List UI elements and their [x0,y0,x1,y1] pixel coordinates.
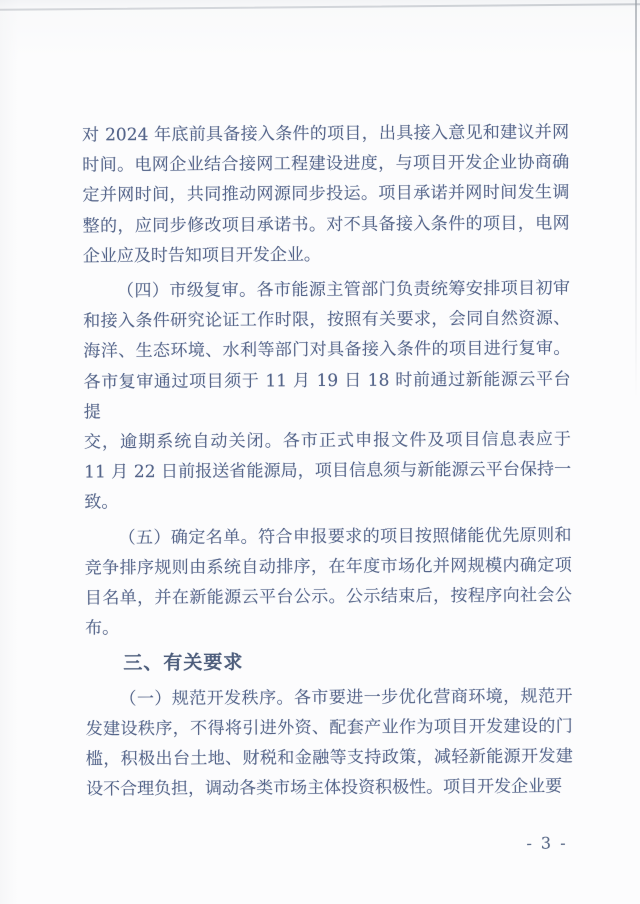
text-line: 11 月 22 日前报送省能源局，项目信息须与新能源云平台保持一 [84,459,572,483]
text-line: 致。 [84,492,119,513]
text-line: 设不合理负担，调动各类市场主体投资积极性。项目开发企业要 [86,776,563,800]
text-line: 交，逾期系统自动关闭。各市正式申报文件及项目信息表应于 [83,429,572,453]
text-line: （四）市级复审。各市能源主管部门负责统筹安排项目初审 [116,278,571,302]
text-line: 整的，应同步修改项目承诺书。对不具备接入条件的项目，电网 [82,213,570,237]
text-line: 对 2024 年底前具备接入条件的项目，出具接入意见和建议并网 [82,122,570,146]
text-line: 时间。电网企业结合接网工程建设进度，与项目开发企业协商确 [82,152,570,176]
text-line: 槛，积极出台土地、财税和金融等支持政策，减轻新能源开发建 [85,746,573,770]
section-heading [85,646,572,679]
body-paragraph [83,273,571,518]
text-line: 和接入条件研究论证工作时限，按照有关要求，会同自然资源、 [83,308,571,332]
heading-text-line: 三、有关要求 [123,651,244,675]
page-number: - 3 - [526,833,568,853]
body-paragraph [82,117,570,271]
text-line: （一）规范开发秩序。各市要进一步优化营商环境，规范开 [119,686,573,709]
body-paragraph [85,681,573,805]
document-text-block [82,117,573,804]
body-paragraph [84,520,572,644]
text-line: 发建设秩序，不得将引进外资、配套产业作为项目开发建设的门 [85,716,573,740]
text-line: 布。 [85,618,120,639]
text-line: 企业应及时告知项目开发企业。 [82,244,321,267]
text-line: 竞争排序规则由系统自动排序，在年度市场化并网规模内确定项 [84,555,572,579]
text-line: 海洋、生态环境、水利等部门对具备接入条件的项目进行复审。 [83,338,571,362]
text-line: 定并网时间，共同推动网源同步投运。项目承诺并网时间发生调 [82,182,570,206]
text-line: （五）确定名单。符合申报要求的项目按照储能优先原则和 [118,525,572,548]
text-line: 目名单，并在新能源云平台公示。公示结束后，按程序向社会公 [84,585,572,609]
text-line: 各市复审通过项目须于 11 月 19 日 18 时前通过新能源云平台提 [83,369,571,423]
